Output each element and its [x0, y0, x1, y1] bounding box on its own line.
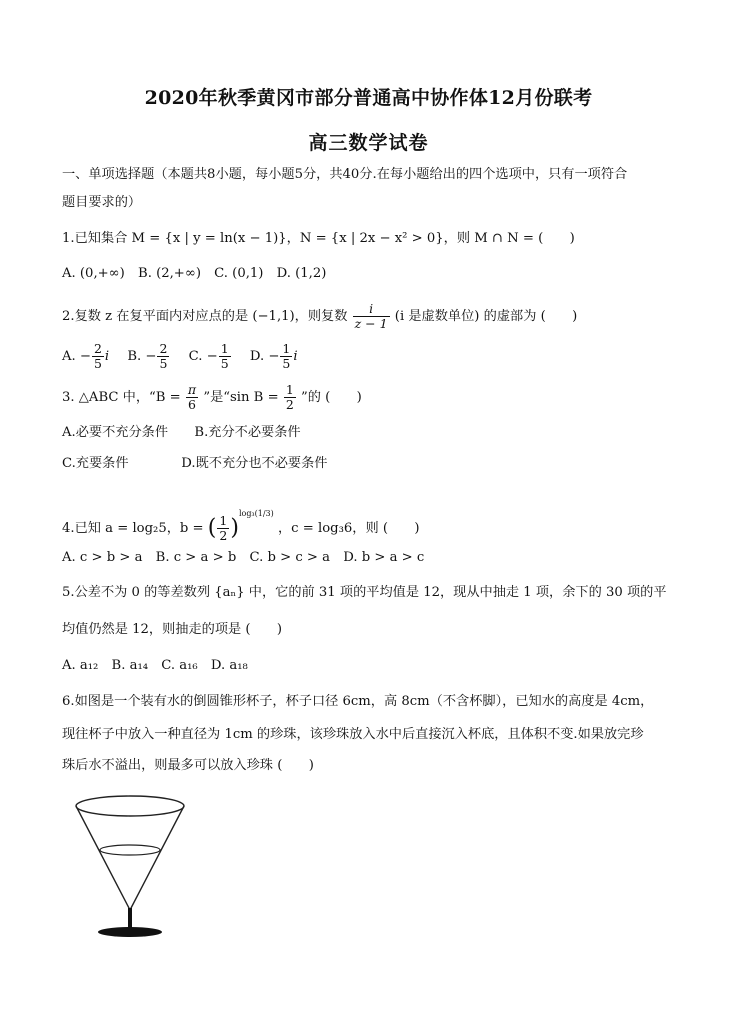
q2-option-d-fraction	[280, 342, 292, 371]
q2-fraction	[353, 302, 390, 331]
q2-option-c-prefix: C. −	[188, 349, 218, 364]
exam-subtitle: 高三数学试卷	[308, 132, 429, 154]
q2-option-b-den: 5	[159, 356, 168, 371]
question-2-stem	[62, 302, 577, 331]
cup-base	[98, 927, 162, 937]
q2-stem-part-b: (i 是虚数单位) 的虚部为 ( )	[394, 309, 578, 324]
q2-fraction-numerator: i	[353, 302, 390, 317]
q4-fraction	[217, 514, 229, 543]
q2-stem-part-a: 2.复数 z 在复平面内对应点的是 (−1,1)，则复数	[62, 309, 348, 324]
question-2-options	[62, 342, 312, 371]
q2-option-b-num: 2	[159, 341, 168, 356]
q2-option-c-fraction	[219, 342, 231, 371]
q3-fraction-1-den: 6	[188, 397, 196, 412]
cone-cup-figure	[70, 792, 190, 942]
question-1-stem: 1.已知集合 M = {x | y = ln(x − 1)}，N = {x | 2x − x² > 0}，则 M ∩ N = ( )	[62, 231, 575, 246]
q3-fraction-1-num: π	[187, 382, 197, 397]
q2-option-c-num: 1	[220, 341, 229, 356]
question-6-stem-line-1: 6.如图是一个装有水的倒圆锥形杯子，杯子口径 6cm，高 8cm（不含杯脚），已知水的高度是 4cm，	[62, 694, 654, 709]
question-4-stem	[62, 505, 419, 543]
question-6-stem-line-2: 现往杯子中放入一种直径为 1cm 的珍珠，该珍珠放入水中后直接沉入杯底，且体积不变.如果放完珍	[62, 727, 644, 742]
q2-option-d-den: 5	[282, 356, 291, 371]
exam-title: 2020年秋季黄冈市部分普通高中协作体12月份联考	[144, 87, 593, 109]
q2-option-b-prefix: B. −	[127, 349, 157, 364]
q2-option-a-suffix: i	[104, 349, 110, 364]
q2-option-a-fraction	[92, 342, 104, 371]
q2-option-d-prefix: D. −	[249, 349, 280, 364]
q4-fraction-den: 2	[219, 528, 228, 543]
cup-left-side	[76, 806, 130, 910]
question-5-options: A. a₁₂ B. a₁₄ C. a₁₆ D. a₁₈	[62, 658, 248, 673]
cup-right-side	[130, 806, 184, 910]
q4-left-paren: (	[207, 515, 217, 541]
question-3-stem	[62, 383, 362, 412]
question-4-options: A. c > b > a B. c > a > b C. b > c > a D. b > a > c	[62, 550, 425, 565]
question-3-options-1: A.必要不充分条件 B.充分不必要条件	[62, 425, 301, 440]
question-5-stem-line-1: 5.公差不为 0 的等差数列 {aₙ} 中，它的前 31 项的平均值是 12，现从中抽走 1 项，余下的 30 项的平	[62, 585, 667, 600]
q4-exponent: log₃(1/3)	[238, 509, 274, 518]
q3-stem-part-a: 3. △ABC 中，“B =	[62, 390, 181, 405]
water-surface	[100, 845, 160, 855]
q4-stem-part-a: 4.已知 a = log₂5，b =	[62, 521, 204, 536]
cup-stem	[128, 908, 132, 930]
q2-option-c	[188, 341, 236, 371]
q4-stem-part-b: ，c = log₃6，则 ( )	[277, 521, 420, 536]
q3-fraction-2-num: 1	[285, 382, 294, 397]
q3-stem-part-c: ”的 ( )	[300, 390, 362, 405]
question-1-options: A. (0,+∞) B. (2,+∞) C. (0,1) D. (1,2)	[62, 266, 327, 281]
q2-option-b	[127, 341, 174, 371]
q2-option-d-suffix: i	[293, 349, 298, 364]
q4-fraction-num: 1	[219, 513, 228, 528]
q2-option-c-den: 5	[220, 356, 229, 371]
question-6-stem-line-3: 珠后水不溢出，则最多可以放入珍珠 ( )	[62, 758, 314, 773]
q2-option-a-den: 5	[93, 356, 102, 371]
q2-option-a-prefix: A. −	[62, 349, 91, 364]
section-header-line-1: 一、单项选择题（本题共8小题，每小题5分，共40分.在每小题给出的四个选项中，只有一项符合	[62, 167, 628, 182]
question-3-options-2: C.充要条件 D.既不充分也不必要条件	[62, 456, 328, 471]
q3-fraction-1	[186, 383, 198, 412]
q3-stem-part-b: ”是“sin B =	[203, 390, 279, 405]
q3-fraction-2-den: 2	[285, 397, 294, 412]
q4-right-paren: )	[230, 515, 239, 541]
q2-option-a	[62, 341, 113, 371]
q2-option-d	[249, 341, 298, 371]
q3-fraction-2	[284, 383, 296, 412]
section-header-line-2: 题目要求的）	[62, 195, 142, 210]
q2-option-b-fraction	[157, 342, 169, 371]
question-5-stem-line-2: 均值仍然是 12，则抽走的项是 ( )	[62, 622, 283, 637]
q2-fraction-denominator: z − 1	[354, 316, 388, 331]
q2-option-d-num: 1	[282, 341, 291, 356]
q2-option-a-num: 2	[93, 341, 102, 356]
cup-rim	[76, 796, 184, 816]
